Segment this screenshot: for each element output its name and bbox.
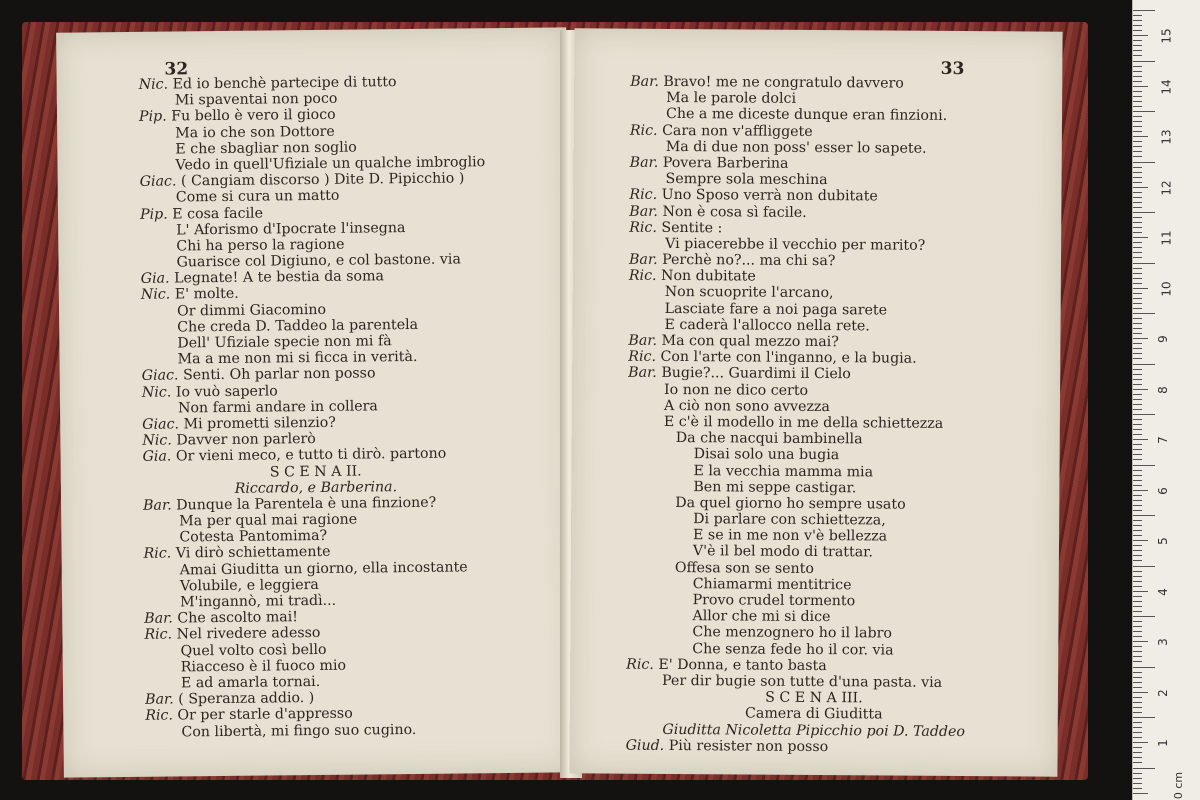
line-text: Ma di due non poss' esser lo sapete. — [665, 138, 927, 157]
speaker-label: Gia. — [142, 448, 172, 466]
ruler-tick — [1133, 328, 1142, 329]
line-text: Nel rivedere adesso — [176, 625, 321, 643]
ruler-tick — [1133, 646, 1142, 647]
ruler-tick — [1133, 672, 1142, 673]
speaker-label: Gia. — [140, 270, 170, 288]
ruler-tick — [1133, 303, 1142, 304]
ruler-tick — [1133, 207, 1142, 208]
line-text: E' Donna, e tanto basta — [658, 656, 827, 674]
ruler-tick — [1133, 429, 1142, 430]
speaker-label: Bar. — [629, 154, 659, 171]
ruler-tick — [1133, 394, 1142, 395]
line-text: Disai solo una bugia — [693, 446, 840, 464]
speaker-label: Ric. — [626, 656, 654, 673]
line-text: S C E N A III. — [765, 689, 863, 707]
ruler-tick — [1133, 308, 1142, 309]
line-text: Riacceso è il fuoco mio — [180, 657, 347, 676]
line-text: Ma a me non mi si ficca in verità. — [177, 349, 418, 368]
line-text: Vi piacerebbe il vecchio per marito? — [665, 235, 926, 254]
speaker-label: Nic. — [141, 384, 172, 401]
ruler-tick — [1133, 773, 1142, 774]
ruler-tick — [1133, 591, 1148, 592]
ruler-tick — [1133, 237, 1148, 238]
speaker-label: Giac. — [141, 367, 179, 385]
line-text: Giuditta Nicoletta Pipicchio poi D. Taddeo — [662, 721, 966, 740]
ruler-tick — [1133, 15, 1142, 16]
ruler-tick — [1133, 379, 1142, 380]
ruler-tick — [1133, 404, 1142, 405]
ruler-tick — [1133, 50, 1142, 51]
line-text: Cara non v'affliggete — [662, 122, 813, 140]
ruler-tick — [1133, 656, 1142, 657]
line-text: V'è il bel modo di trattar. — [692, 543, 873, 561]
ruler-tick — [1133, 343, 1142, 344]
ruler-tick — [1133, 545, 1142, 546]
ruler-tick — [1133, 495, 1142, 496]
line-text: E che sbagliar non soglio — [175, 139, 357, 158]
speaker-label: Bar. — [628, 365, 657, 382]
ruler-tick — [1133, 555, 1142, 556]
ruler-tick — [1133, 162, 1155, 163]
line-text: Non scuoprite l'arcano, — [664, 284, 834, 302]
ruler-tick — [1133, 263, 1155, 264]
line-text: Con l'arte con l'inganno, e la bugia. — [660, 349, 917, 367]
line-text: Che creda D. Taddeo la parentela — [177, 316, 419, 336]
line-text: Chi ha perso la ragione — [176, 236, 345, 255]
ruler-tick — [1133, 86, 1148, 87]
ruler-tick — [1133, 631, 1142, 632]
line-text: E cosa facile — [172, 205, 264, 222]
ruler-number: 15 — [1159, 28, 1174, 44]
ruler-tick — [1133, 399, 1142, 400]
ruler-number: 13 — [1159, 129, 1174, 145]
ruler-tick — [1133, 449, 1142, 450]
ruler-tick — [1133, 566, 1155, 567]
ruler-tick — [1133, 677, 1142, 678]
ruler-number: 4 — [1155, 587, 1170, 596]
line-text: Che a me diceste dunque eran finzioni. — [665, 106, 948, 125]
ruler-tick — [1133, 601, 1142, 602]
ruler-tick — [1133, 793, 1148, 794]
line-text: Provo crudel tormento — [692, 592, 856, 610]
ruler-tick — [1133, 540, 1148, 541]
ruler-tick — [1133, 96, 1142, 97]
ruler-number: 9 — [1155, 335, 1170, 344]
line-text: Mi prometti silenzio? — [183, 414, 336, 433]
line-text: Camera di Giuditta — [744, 705, 883, 723]
speaker-label: Pip. — [138, 108, 167, 126]
ruler-tick — [1133, 661, 1142, 662]
line-text: Ma le parole dolci — [666, 90, 797, 108]
ruler-tick — [1133, 454, 1142, 455]
speaker-label: Bar. — [145, 691, 174, 708]
line-text: Ma con qual mezzo mai? — [661, 332, 839, 351]
ruler-number: 11 — [1159, 230, 1174, 246]
speaker-label: Nic. — [140, 286, 171, 304]
text-line — [574, 122, 1062, 142]
line-text: Cotesta Pantomima? — [179, 528, 328, 546]
line-text: Sentite : — [661, 219, 723, 237]
ruler-tick — [1133, 369, 1142, 370]
ruler-tick — [1133, 535, 1142, 536]
left-page-number: 32 — [164, 59, 189, 80]
ruler-tick — [1133, 25, 1142, 26]
line-text: Riccardo, e Barberina. — [234, 478, 398, 497]
ruler-tick — [1133, 762, 1142, 763]
ruler-tick — [1133, 717, 1155, 718]
ruler-tick — [1133, 682, 1142, 683]
line-text: Lasciate fare a noi paga sarete — [664, 300, 888, 319]
line-text: E c'è il modello in me della schiettezza — [663, 413, 944, 432]
ruler-tick — [1133, 732, 1142, 733]
ruler-tick — [1133, 465, 1155, 466]
ruler-tick — [1133, 757, 1142, 758]
speaker-label: Ric. — [629, 122, 658, 139]
ruler-tick — [1133, 192, 1142, 193]
ruler-unit-label: 0 cm — [1172, 771, 1186, 800]
line-text: E se in me non v'è bellezza — [693, 527, 888, 545]
speaker-label: Bar. — [144, 610, 173, 627]
ruler-tick — [1133, 636, 1142, 637]
ruler-tick — [1133, 55, 1142, 56]
text-line — [572, 365, 1060, 385]
ruler-tick — [1133, 358, 1142, 359]
speaker-label: Nic. — [142, 432, 172, 449]
ruler-tick — [1133, 156, 1142, 157]
line-text: Per dir bugie son tutte d'una pasta. via — [661, 672, 943, 691]
line-text: Vi dirò schiettamente — [175, 544, 331, 562]
ruler-tick — [1133, 621, 1142, 622]
line-text: Volubile, e leggiera — [179, 576, 319, 595]
ruler-tick — [1133, 232, 1142, 233]
ruler-tick — [1133, 131, 1142, 132]
ruler-tick — [1133, 530, 1142, 531]
ruler-tick — [1133, 712, 1142, 713]
ruler-tick — [1133, 172, 1142, 173]
ruler-tick — [1133, 247, 1142, 248]
line-text: Or vieni meco, e tutto ti dirò. partono — [175, 445, 447, 465]
line-text: Bravo! me ne congratulo davvero — [663, 73, 904, 92]
ruler-tick — [1133, 525, 1142, 526]
ruler-tick — [1133, 61, 1155, 62]
ruler-number: 10 — [1159, 281, 1174, 297]
ruler-tick — [1133, 212, 1155, 213]
ruler-tick — [1133, 126, 1142, 127]
ruler-tick — [1133, 288, 1148, 289]
ruler-tick — [1133, 707, 1142, 708]
ruler-tick — [1133, 313, 1155, 314]
ruler-number: 1 — [1155, 739, 1170, 748]
right-page-text — [570, 73, 1063, 756]
ruler-tick — [1133, 480, 1142, 481]
ruler-tick — [1133, 651, 1142, 652]
ruler-tick — [1133, 419, 1142, 420]
ruler-tick — [1133, 747, 1142, 748]
ruler-number: 8 — [1155, 385, 1170, 394]
ruler-tick — [1133, 10, 1155, 11]
line-text: Offesa son se sento — [674, 559, 814, 577]
line-text: Ma per qual mai ragione — [179, 511, 358, 530]
speaker-label: Ric. — [629, 219, 657, 236]
ruler-tick — [1133, 722, 1142, 723]
line-text: Fu bello è vero il gioco — [171, 107, 336, 125]
ruler-tick — [1133, 459, 1142, 460]
speaker-label: Pip. — [139, 206, 168, 223]
speaker-label: Giac. — [139, 173, 177, 190]
ruler-tick — [1133, 202, 1142, 203]
ruler-tick — [1133, 278, 1142, 279]
line-text: Povera Barberina — [662, 154, 789, 172]
ruler-tick — [1133, 606, 1142, 607]
line-text: Or per starle d'appresso — [177, 705, 353, 724]
ruler-tick — [1133, 581, 1142, 582]
ruler-tick — [1133, 697, 1142, 698]
ruler-tick — [1133, 45, 1142, 46]
speaker-label: Bar. — [630, 73, 659, 90]
left-page — [56, 27, 574, 777]
line-text: E ad amarla tornai. — [180, 673, 321, 692]
line-text: E caderà l'allocco nella rete. — [664, 316, 870, 335]
ruler-tick — [1133, 91, 1142, 92]
line-text: Allor che mi si dice — [692, 608, 831, 626]
line-text: Senti. Oh parlar non posso — [182, 365, 376, 384]
ruler-tick — [1133, 374, 1142, 375]
line-text: Mi spaventai non poco — [174, 90, 338, 109]
line-text: Che menzognero ho il labro — [692, 624, 892, 642]
ruler-number: 6 — [1155, 486, 1170, 495]
left-page-text — [57, 72, 574, 741]
ruler-tick — [1133, 71, 1142, 72]
line-text: Che senza fede ho il cor. via — [692, 640, 894, 659]
ruler-tick — [1133, 20, 1142, 21]
speaker-label: Giud. — [625, 737, 665, 754]
ruler-tick — [1133, 520, 1142, 521]
ruler-tick — [1133, 490, 1148, 491]
measurement-ruler — [1132, 0, 1200, 800]
line-text: Non è cosa sì facile. — [662, 203, 807, 221]
line-text: L' Aforismo d'Ipocrate l'insegna — [176, 219, 406, 239]
line-text: M'ingannò, mi tradì... — [180, 592, 337, 611]
ruler-number: 5 — [1155, 537, 1170, 546]
speaker-label: Bar. — [628, 251, 658, 268]
ruler-tick — [1133, 788, 1142, 789]
ruler-tick — [1133, 40, 1142, 41]
line-text: E la vecchia mamma mia — [693, 462, 874, 480]
line-text: Dell' Ufiziale specie non mi fà — [177, 333, 392, 352]
ruler-tick — [1133, 692, 1148, 693]
ruler-tick — [1133, 626, 1142, 627]
ruler-tick — [1133, 515, 1155, 516]
right-page — [569, 28, 1062, 776]
ruler-tick — [1133, 252, 1142, 253]
line-text: Dunque la Parentela è una finzione? — [176, 494, 437, 514]
ruler-tick — [1133, 30, 1142, 31]
line-text: Ben mi seppe castigar. — [693, 478, 857, 496]
ruler-tick — [1133, 182, 1142, 183]
ruler-tick — [1133, 409, 1142, 410]
ruler-tick — [1133, 550, 1142, 551]
ruler-tick — [1133, 35, 1148, 36]
speaker-label: Giac. — [142, 416, 180, 433]
speaker-label: Ric. — [145, 707, 174, 725]
speaker-label: Bar. — [142, 497, 172, 514]
ruler-tick — [1133, 510, 1142, 511]
ruler-number: 7 — [1155, 436, 1170, 445]
speaker-label: Ric. — [144, 626, 173, 644]
line-text: Non dubitate — [661, 268, 756, 285]
ruler-tick — [1133, 444, 1142, 445]
ruler-tick — [1133, 242, 1142, 243]
ruler-tick — [1133, 177, 1142, 178]
ruler-tick — [1133, 778, 1142, 779]
ruler-tick — [1133, 389, 1148, 390]
ruler-tick — [1133, 742, 1148, 743]
ruler-tick — [1133, 768, 1155, 769]
line-text: Vedo in quell'Ufiziale un qualche imbroglio — [175, 154, 486, 174]
ruler-tick — [1133, 384, 1142, 385]
ruler-tick — [1133, 293, 1142, 294]
ruler-number: 2 — [1155, 688, 1170, 697]
line-text: S C E N A II. — [269, 463, 362, 480]
line-text: Ed io benchè partecipe di tutto — [172, 74, 397, 93]
ruler-tick — [1133, 257, 1142, 258]
line-text: Da che nacqui bambinella — [675, 430, 863, 448]
ruler-tick — [1133, 298, 1142, 299]
ruler-tick — [1133, 222, 1142, 223]
ruler-tick — [1133, 167, 1142, 168]
ruler-tick — [1133, 500, 1142, 501]
line-text: ( Speranza addio. ) — [178, 690, 315, 708]
line-text: E' molte. — [174, 286, 239, 303]
ruler-tick — [1133, 187, 1148, 188]
text-line — [573, 219, 1061, 239]
ruler-tick — [1133, 737, 1142, 738]
ruler-tick — [1133, 485, 1142, 486]
ruler-tick — [1133, 596, 1142, 597]
ruler-tick — [1133, 434, 1142, 435]
ruler-number: 14 — [1159, 79, 1174, 95]
ruler-tick — [1133, 702, 1142, 703]
ruler-tick — [1133, 424, 1142, 425]
line-text: Più resister non posso — [668, 737, 829, 755]
ruler-tick — [1133, 576, 1142, 577]
line-text: Che ascolto mai! — [177, 609, 299, 627]
line-text: Or dimmi Giacomino — [176, 301, 327, 320]
line-text: Uno Sposo verrà non dubitate — [661, 187, 878, 205]
speaker-label: Ric. — [628, 348, 657, 366]
line-text: Ma io che son Dottore — [175, 123, 335, 142]
ruler-tick — [1133, 338, 1148, 339]
ruler-tick — [1133, 364, 1155, 365]
line-text: Da quel giorno ho sempre usato — [675, 494, 906, 513]
ruler-tick — [1133, 641, 1148, 642]
ruler-number: 12 — [1159, 180, 1174, 196]
ruler-tick — [1133, 76, 1142, 77]
line-text: Guarisce col Digiuno, e col bastone. via — [176, 251, 461, 271]
ruler-tick — [1133, 323, 1142, 324]
line-text: A ciò non sono avvezza — [663, 397, 830, 415]
ruler-tick — [1133, 439, 1148, 440]
speaker-label: Bar. — [628, 332, 658, 349]
ruler-tick — [1133, 414, 1155, 415]
ruler-tick — [1133, 687, 1142, 688]
ruler-tick — [1133, 353, 1142, 354]
speaker-label: Bar. — [629, 203, 659, 220]
ruler-tick — [1133, 268, 1142, 269]
right-page-number: 33 — [940, 58, 965, 80]
ruler-tick — [1133, 752, 1142, 753]
line-text: Con libertà, mi fingo suo cugino. — [181, 721, 417, 740]
ruler-tick — [1133, 616, 1155, 617]
ruler-tick — [1133, 106, 1142, 107]
ruler-tick — [1133, 283, 1142, 284]
ruler-tick — [1133, 151, 1142, 152]
ruler-tick — [1133, 111, 1155, 112]
line-text: Davver non parlerò — [176, 431, 316, 449]
ruler-tick — [1133, 586, 1142, 587]
ruler-tick — [1133, 611, 1142, 612]
line-text: Amai Giuditta un giorno, ella incostante — [179, 559, 468, 579]
ruler-tick — [1133, 475, 1142, 476]
ruler-tick — [1133, 348, 1142, 349]
line-text: Legnate! A te bestia da soma — [173, 268, 385, 287]
line-text: Quel volto così bello — [180, 641, 327, 659]
ruler-tick — [1133, 121, 1142, 122]
ruler-tick — [1133, 470, 1142, 471]
line-text: Non farmi andare in collera — [177, 398, 378, 417]
ruler-tick — [1133, 783, 1142, 784]
line-text: Io vuò saperlo — [175, 382, 278, 401]
ruler-tick — [1133, 101, 1142, 102]
ruler-tick — [1133, 560, 1142, 561]
ruler-tick — [1133, 116, 1142, 117]
speaker-label: Ric. — [629, 187, 658, 204]
ruler-tick — [1133, 667, 1155, 668]
line-text: ( Cangiam discorso ) Dite D. Pipicchio ) — [180, 170, 465, 190]
speaker-label: Nic. — [138, 76, 169, 93]
ruler-tick — [1133, 146, 1142, 147]
text-line — [570, 737, 1058, 757]
ruler-tick — [1133, 227, 1142, 228]
ruler-tick — [1133, 333, 1142, 334]
ruler-tick — [1133, 273, 1142, 274]
ruler-tick — [1133, 66, 1142, 67]
speaker-label: Ric. — [628, 267, 657, 285]
ruler-tick — [1133, 141, 1142, 142]
line-text: Sempre sola meschina — [665, 171, 828, 189]
ruler-tick — [1133, 81, 1142, 82]
line-text: Bugie?... Guardimi il Cielo — [661, 365, 851, 383]
ruler-tick — [1133, 505, 1142, 506]
text-line — [570, 656, 1058, 676]
line-text: Chiamarmi mentitrice — [692, 575, 852, 594]
ruler-tick — [1133, 727, 1142, 728]
speaker-label: Ric. — [143, 545, 172, 563]
ruler-tick — [1133, 217, 1142, 218]
line-text: Di parlare con schiettezza, — [693, 511, 886, 529]
line-text: Io non ne dico certo — [664, 381, 809, 399]
ruler-tick — [1133, 197, 1142, 198]
line-text: Perchè no?... ma chi sa? — [662, 251, 836, 270]
ruler-tick — [1133, 136, 1148, 137]
line-text: Come si cura un matto — [175, 188, 340, 206]
ruler-tick — [1133, 318, 1142, 319]
ruler-tick — [1133, 571, 1142, 572]
ruler-number: 3 — [1155, 638, 1170, 647]
